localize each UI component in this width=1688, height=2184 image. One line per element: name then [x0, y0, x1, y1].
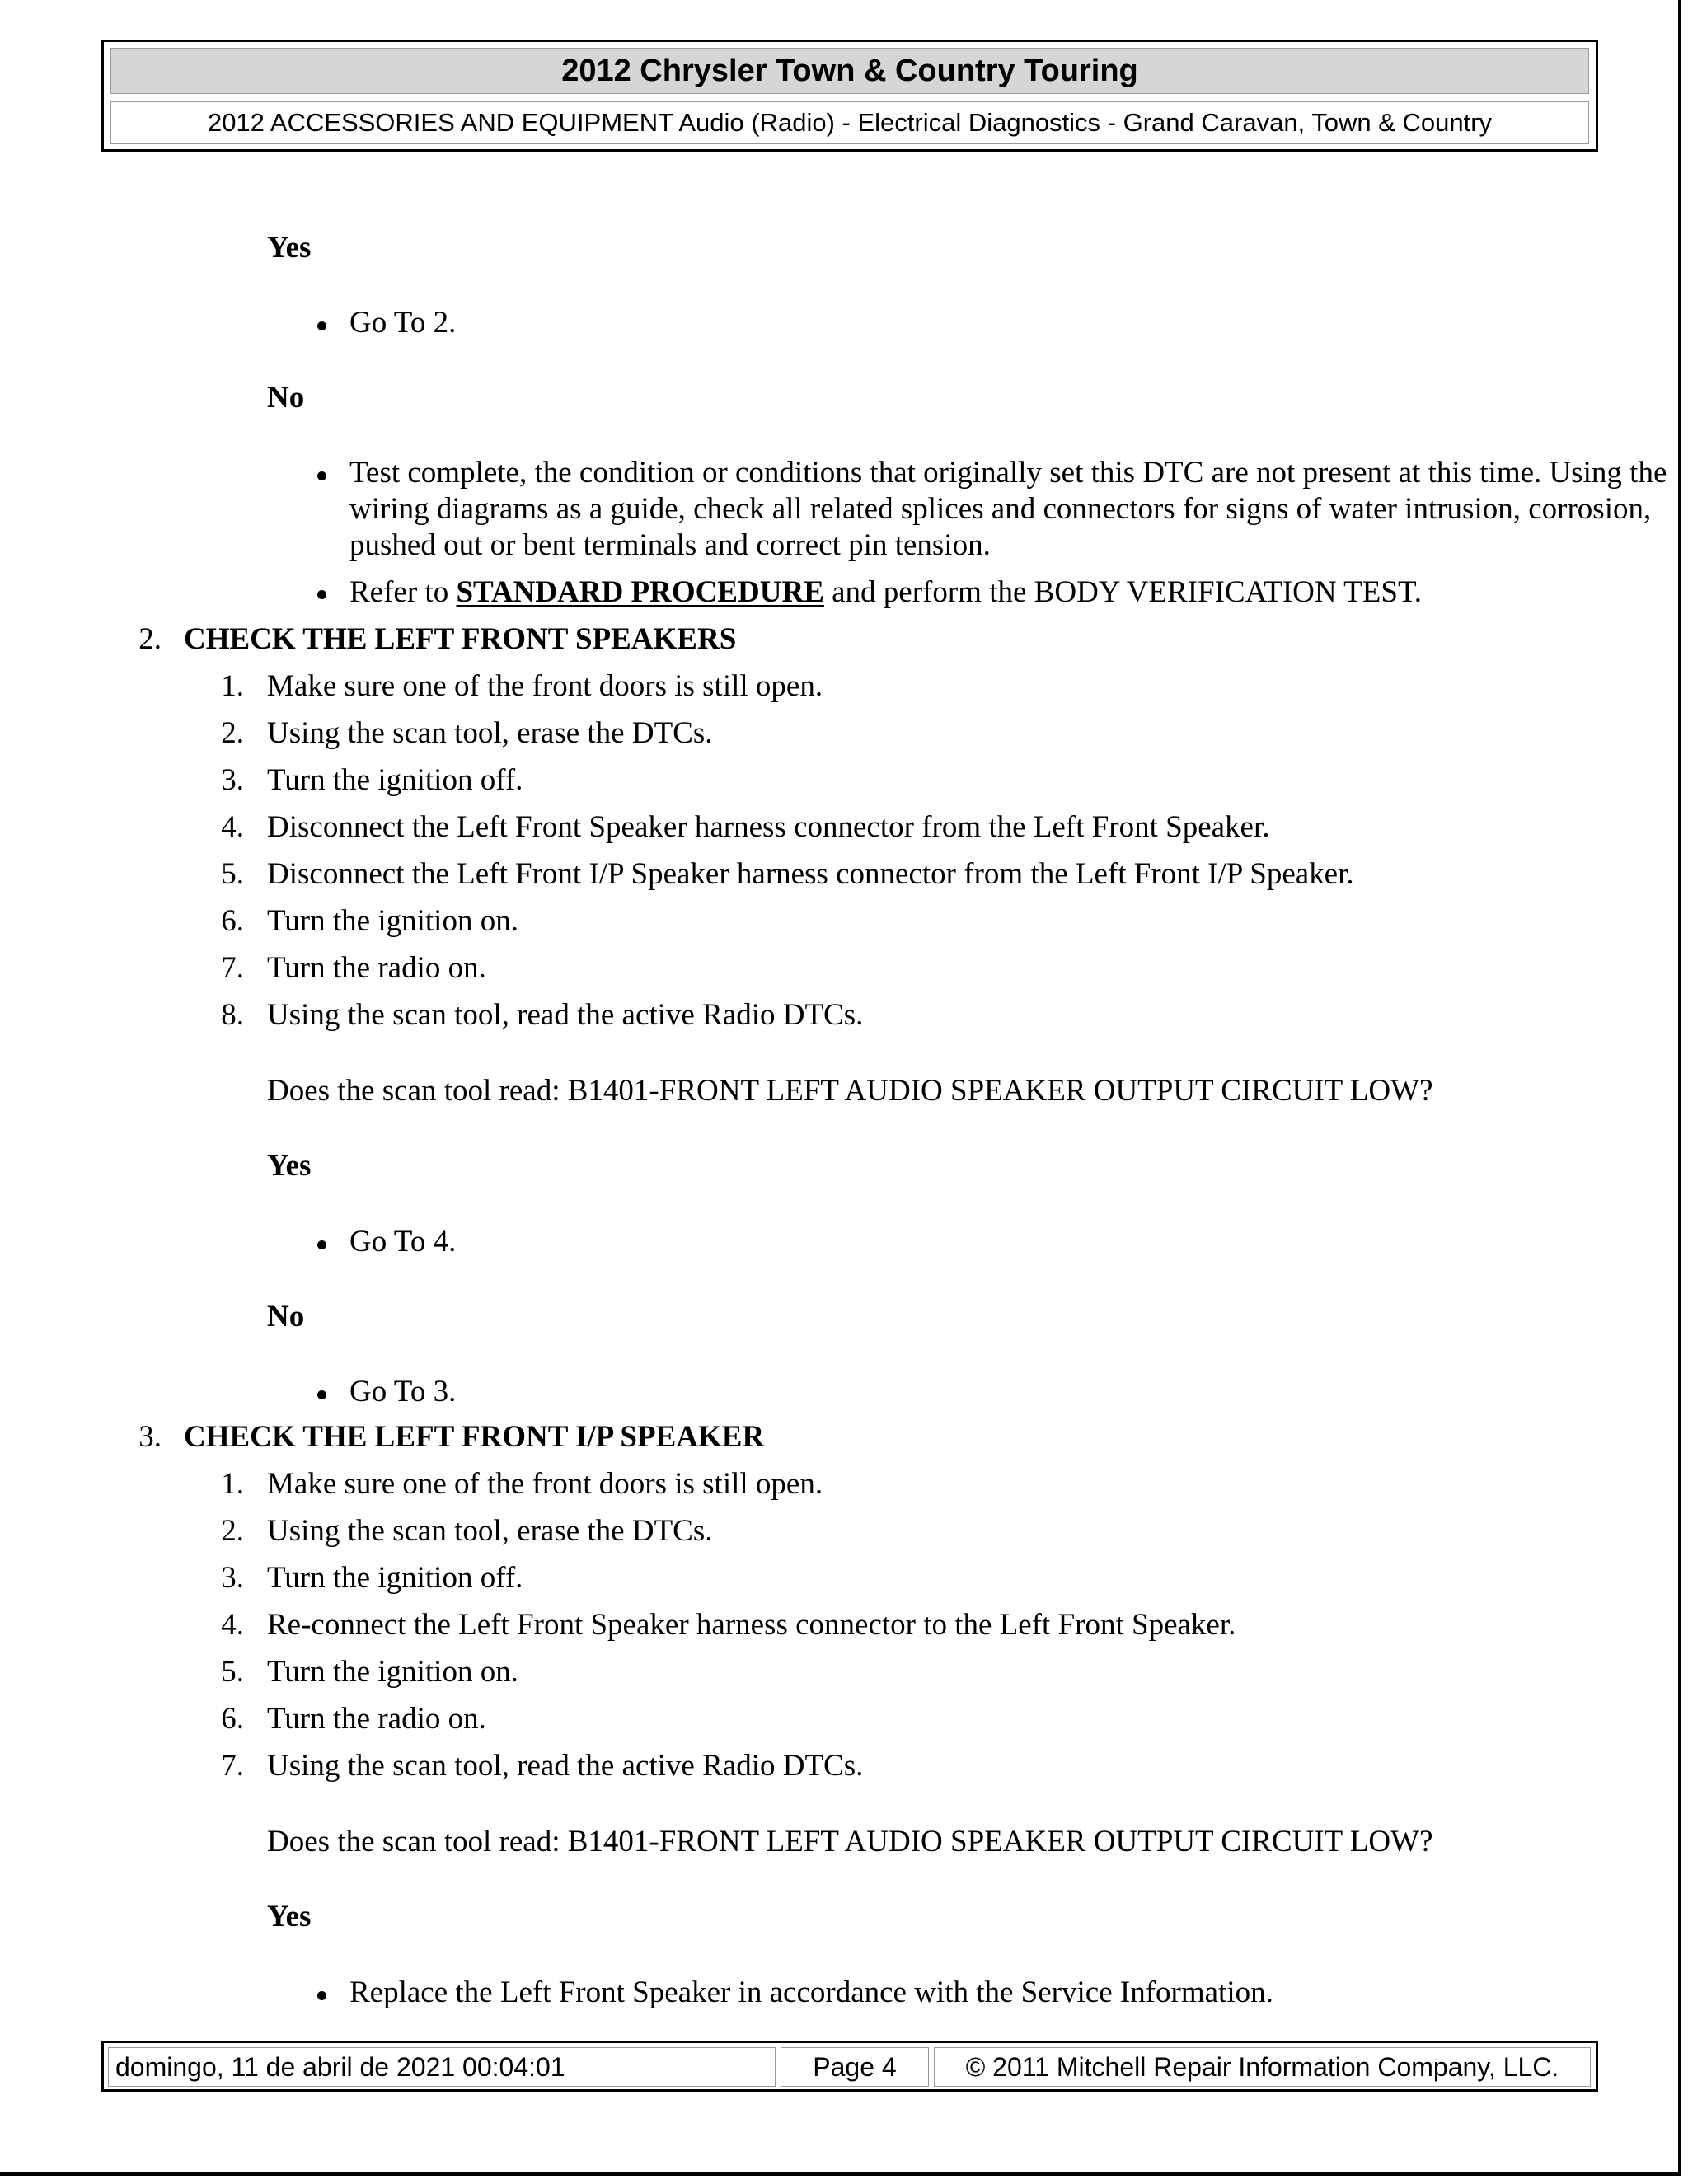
question-text: Does the scan tool read: B1401-FRONT LEFT AUDIO SPEAKER OUTPUT CIRCUIT LOW? [267, 1074, 1433, 1108]
page-number: Page 4 [781, 2047, 929, 2087]
bullet-icon [317, 321, 326, 330]
no-heading: No [267, 1300, 305, 1333]
list-item-number: 6. [221, 1702, 244, 1736]
list-item-number: 2. [221, 716, 244, 750]
yes-heading: Yes [267, 231, 312, 265]
list-item-number: 5. [221, 1655, 244, 1689]
list-item: Turn the radio on. [267, 1702, 486, 1736]
list-item-number: 2. [221, 1514, 244, 1548]
question-text: Does the scan tool read: B1401-FRONT LEFT AUDIO SPEAKER OUTPUT CIRCUIT LOW? [267, 1825, 1433, 1858]
step-title: CHECK THE LEFT FRONT SPEAKERS [184, 622, 737, 656]
list-item-number: 7. [221, 1749, 244, 1783]
list-item: Turn the radio on. [267, 951, 486, 985]
list-item: Turn the ignition on. [267, 904, 518, 938]
bullet-icon [317, 1991, 326, 2000]
step-number: 2. [138, 622, 162, 656]
step-title: CHECK THE LEFT FRONT I/P SPEAKER [184, 1420, 765, 1454]
list-item: Re-connect the Left Front Speaker harness connector to the Left Front Speaker. [267, 1608, 1236, 1642]
replace-speaker-text: Replace the Left Front Speaker in accordance with the Service Information. [349, 1975, 1273, 2009]
step-number: 3. [138, 1420, 162, 1454]
list-item-number: 6. [221, 904, 244, 938]
list-item: Disconnect the Left Front Speaker harness connector from the Left Front Speaker. [267, 810, 1270, 844]
no-heading: No [267, 381, 305, 415]
standard-procedure-link[interactable]: STANDARD PROCEDURE [456, 575, 824, 609]
list-item: Disconnect the Left Front I/P Speaker harness connector from the Left Front I/P Speaker. [267, 857, 1354, 891]
list-item-number: 4. [221, 1608, 244, 1642]
list-item-number: 3. [221, 1561, 244, 1595]
refer-line [349, 574, 1422, 611]
list-item: Using the scan tool, read the active Radio DTCs. [267, 1749, 864, 1783]
list-item-number: 5. [221, 857, 244, 891]
page-footer [101, 2041, 1598, 2092]
print-date: domingo, 11 de abril de 2021 00:04:01 [108, 2047, 776, 2087]
section-subtitle: 2012 ACCESSORIES AND EQUIPMENT Audio (Radio) - Electrical Diagnostics - Grand Caravan, Town & Country [110, 101, 1589, 144]
list-item: Make sure one of the front doors is still open. [267, 1467, 823, 1501]
list-item: Turn the ignition off. [267, 1561, 523, 1595]
refer-suffix: and perform the BODY VERIFICATION TEST. [823, 575, 1423, 609]
list-item-number: 1. [221, 669, 244, 703]
list-item: Make sure one of the front doors is still open. [267, 669, 823, 703]
yes-heading: Yes [267, 1900, 312, 1933]
bullet-icon [317, 471, 326, 480]
vehicle-title: 2012 Chrysler Town & Country Touring [110, 48, 1589, 94]
list-item-number: 8. [221, 998, 244, 1032]
bullet-icon [317, 1240, 326, 1249]
goto-4-text: Go To 4. [349, 1225, 457, 1258]
list-item: Using the scan tool, erase the DTCs. [267, 1514, 713, 1548]
goto-2-text: Go To 2. [349, 306, 457, 340]
list-item-number: 1. [221, 1467, 244, 1501]
bullet-icon [317, 1390, 326, 1399]
yes-heading: Yes [267, 1149, 312, 1183]
list-item: Using the scan tool, read the active Radio DTCs. [267, 998, 864, 1032]
list-item-number: 4. [221, 810, 244, 844]
refer-prefix: Refer to [349, 575, 457, 609]
list-item-number: 3. [221, 763, 244, 797]
bullet-icon [317, 590, 326, 599]
list-item-number: 7. [221, 951, 244, 985]
page-header [101, 40, 1598, 152]
list-item: Using the scan tool, erase the DTCs. [267, 716, 713, 750]
test-complete-text: Test complete, the condition or conditions that originally set this DTC are not present at this time. Using the wiring diagrams as a guide, check all related splices and connectors for signs of water intrusion, corrosion, pushed out or bent terminals and correct pin tension. [349, 456, 1667, 562]
list-item: Turn the ignition on. [267, 1655, 518, 1689]
list-item: Turn the ignition off. [267, 763, 523, 797]
goto-3-text: Go To 3. [349, 1375, 457, 1408]
copyright: © 2011 Mitchell Repair Information Company, LLC. [934, 2047, 1591, 2087]
